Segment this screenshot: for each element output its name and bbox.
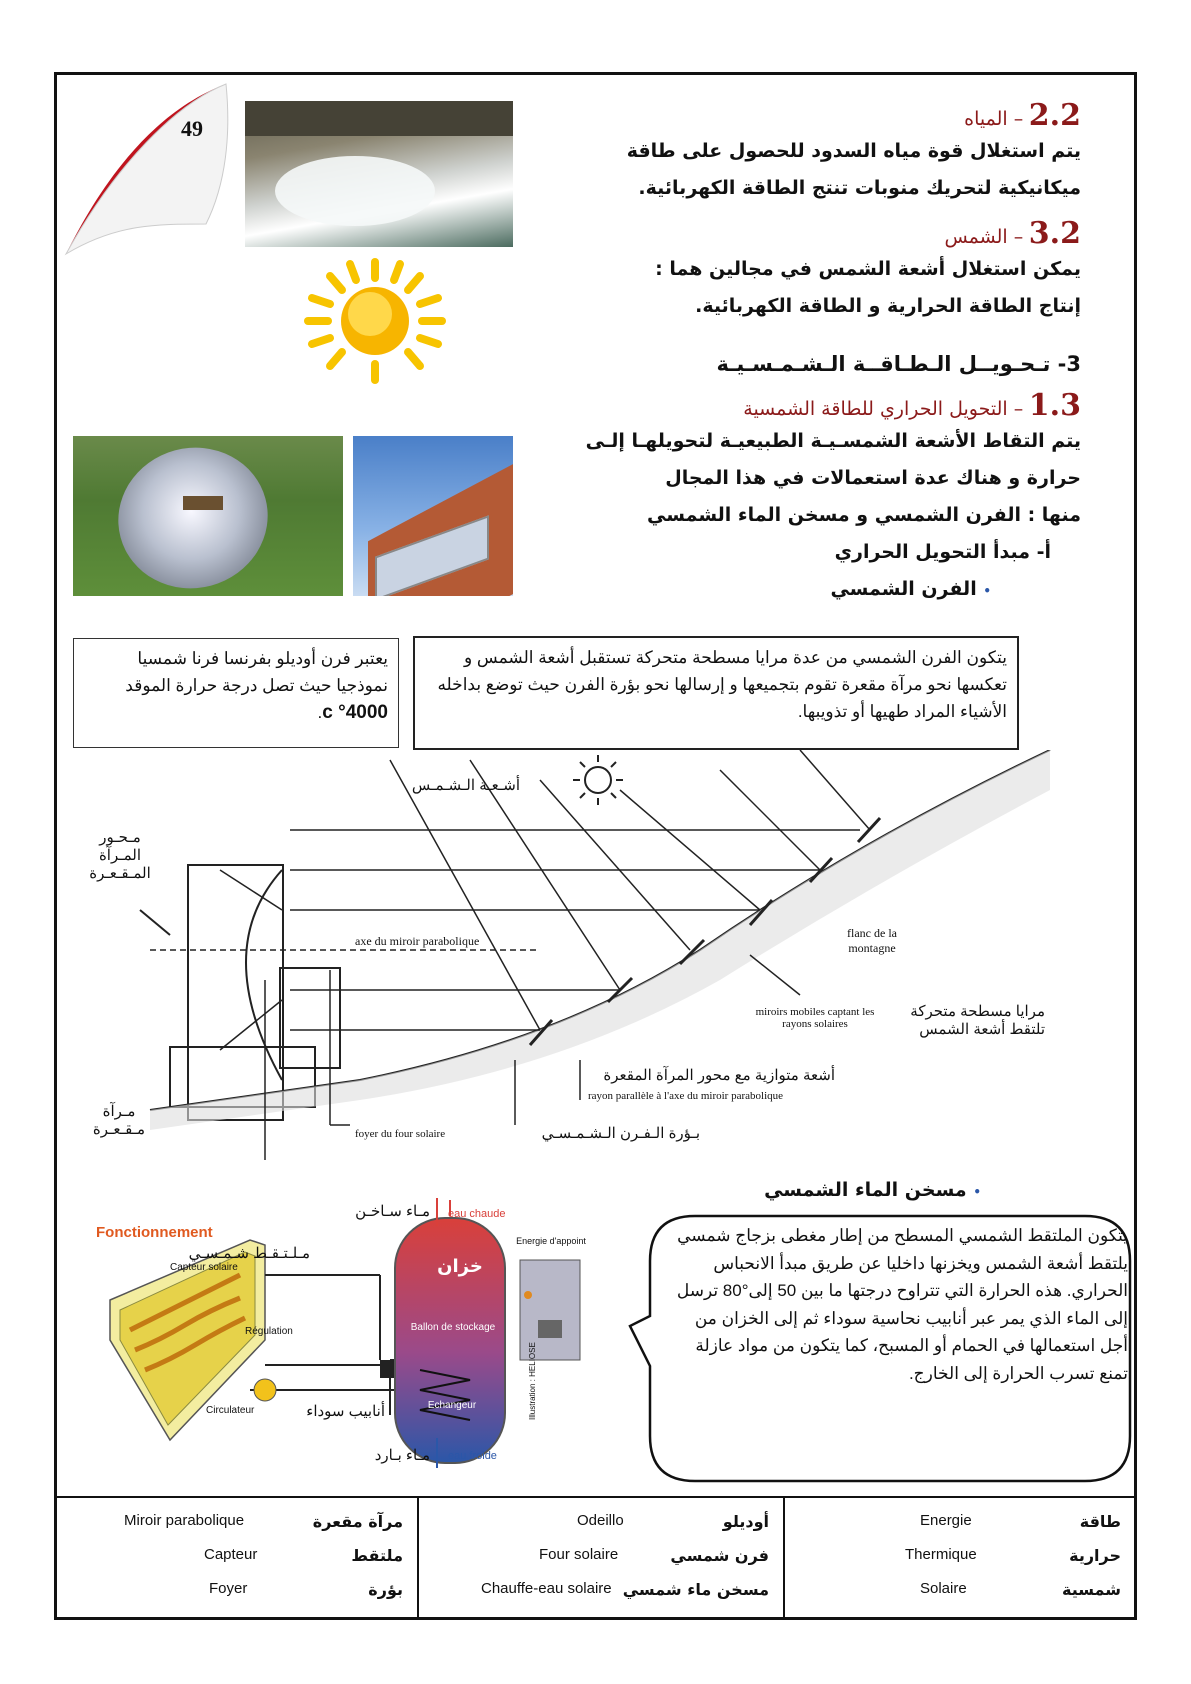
label-concave-mirror: مـرآة مـقـعـرة [92, 1103, 146, 1138]
label-circulator: Circulateur [206, 1405, 255, 1416]
odeillo-box: يعتبر فرن أوديلو بفرنسا فرنا شمسيا نموذجيا حيث تصل درجة حرارة الموقد 4000° c. [73, 638, 399, 748]
label-echangeur: Echangeur [427, 1400, 477, 1411]
label-focus-fr: foyer du four solaire [355, 1128, 446, 1140]
label-ballon: Ballon de stockage [410, 1322, 496, 1333]
label-parallel-fr: rayon parallèle à l'axe du miroir parabolique [588, 1090, 784, 1102]
label-focus-ar: بـؤرة الـفـرن الـشـمـسـي [541, 1125, 700, 1142]
label-hot-ar: مـاء سـاخـن [355, 1203, 430, 1220]
label-collector-ar: مـلـتـقـط شـمـسـي [188, 1245, 310, 1262]
bullet-water-heater: • مسخن الماء الشمسي [764, 1179, 981, 1201]
glossary-col-1: طاقة Energie حرارية Thermique شمسية Solaire [905, 1512, 1121, 1599]
label-mirrors-fr: miroirs mobiles captant les rayons solaires [755, 1006, 875, 1030]
label-mirror-axis: مـحـور المـرآة المـقـعـرة [89, 829, 151, 882]
label-tank: خزان [437, 1256, 483, 1277]
glossary-table [54, 1496, 1137, 1620]
label-sun-rays: أشـعـة الـشـمـس [411, 777, 520, 794]
bullet-solar-oven: الفرن الشمسي [830, 578, 977, 600]
section-number: 2.2 [1028, 98, 1081, 133]
label-illustration: Illustration : HELIOSE [528, 1342, 537, 1420]
solar-oven-diagram [60, 750, 1060, 1170]
cold-arrow-icon [436, 1438, 438, 1468]
label-cold-ar: مـاء بـارد [374, 1447, 430, 1464]
label-regulation: Régulation [245, 1326, 293, 1337]
label-mirrors-ar: مرايا مسطحة متحركة تلتقط أشعة الشمس [910, 1003, 1045, 1038]
label-cold-fr: eau froide [448, 1450, 497, 1462]
label-parallel-ar: أشعة متوازية مع محور المرآة المقعرة [603, 1067, 835, 1084]
page-number: 49 [181, 116, 203, 141]
heater-title: Fonctionnement [96, 1224, 213, 1241]
glossary-col-2: أوديلو Odeillo فرن شمسي Four solaire مسخن ماء شمسي Chauffe-eau solaire [419, 1498, 785, 1620]
dam-photo [245, 101, 513, 247]
label-axis-fr: axe du miroir parabolique [355, 934, 480, 948]
label-appoint: Energie d'appoint [516, 1236, 586, 1246]
glossary-col-3: مرآة مقعرة Miroir parabolique ملتقط Capteur بؤرة Foyer [54, 1498, 419, 1620]
sun-icon [300, 254, 450, 388]
solar-oven-photo [73, 436, 343, 596]
label-collector-fr: Capteur solaire [170, 1262, 238, 1273]
heater-description: يتكون الملتقط الشمسي المسطح من إطار مغطى بزجاج شمسي يلتقط أشعة الشمس ويخزنها داخليا عن طريق مبدأ الانحباس الحراري. هذه الحرارة التي تتراوح درجتها ما بين 50 إلى°80 ترسل إلى الماء الذي يمر عبر أنابيب نحاسية سوداء ثم إلى الخزان من أجل استعمالها في الحمام أو المسبح، كما يتكون من مواد عازلة تمنع تسرب الحرارة إلى الخارج. [676, 1226, 1128, 1383]
hot-arrow-icon [436, 1198, 438, 1226]
oven-description-box: يتكون الفرن الشمسي من عدة مرايا مسطحة متحركة تستقبل أشعة الشمس و تعكسها نحو مرآة مقعرة تقوم بتجميعها و إرسالها نحو بؤرة الفرن حيث توضع بداخله الأشياء المراد طهيها أو تذويبها. [413, 636, 1019, 750]
section-conversion-heading: 3- تـحـويــل الـطـاقــة الـشـمـسـيـة [716, 352, 1081, 376]
section-water: 2.2 – المياه يتم استغلال قوة مياه السدود للحصول على طاقة ميكانيكية لتحريك منوبات تنتج الطاقة الكهربائية. [626, 98, 1081, 199]
small-sun-icon [573, 755, 623, 805]
label-hot-fr: eau chaude [448, 1208, 506, 1220]
section-thermal: 1.3 – التحويل الحراري للطاقة الشمسية يتم التقاط الأشعة الشمسـيـة الطبيعيـة لتحويلهـا إلـى حرارة و هناك عدة استعمالات في هذا المجال منها : الفرن الشمسي و مسخن الماء الشمسي أ- مبدأ التحويل الحراري • الفرن الشمسي [585, 388, 1081, 600]
page-curl-icon [56, 74, 246, 274]
label-black-pipes: أنابيب سوداء [306, 1403, 385, 1420]
label-mountain-fr: flanc de la montagne [847, 926, 897, 955]
section-sun: 3.2 – الشمس يمكن استغلال أشعة الشمس في مجالين هما : إنتاج الطاقة الحرارية و الطاقة الكهربائية. [655, 216, 1081, 317]
